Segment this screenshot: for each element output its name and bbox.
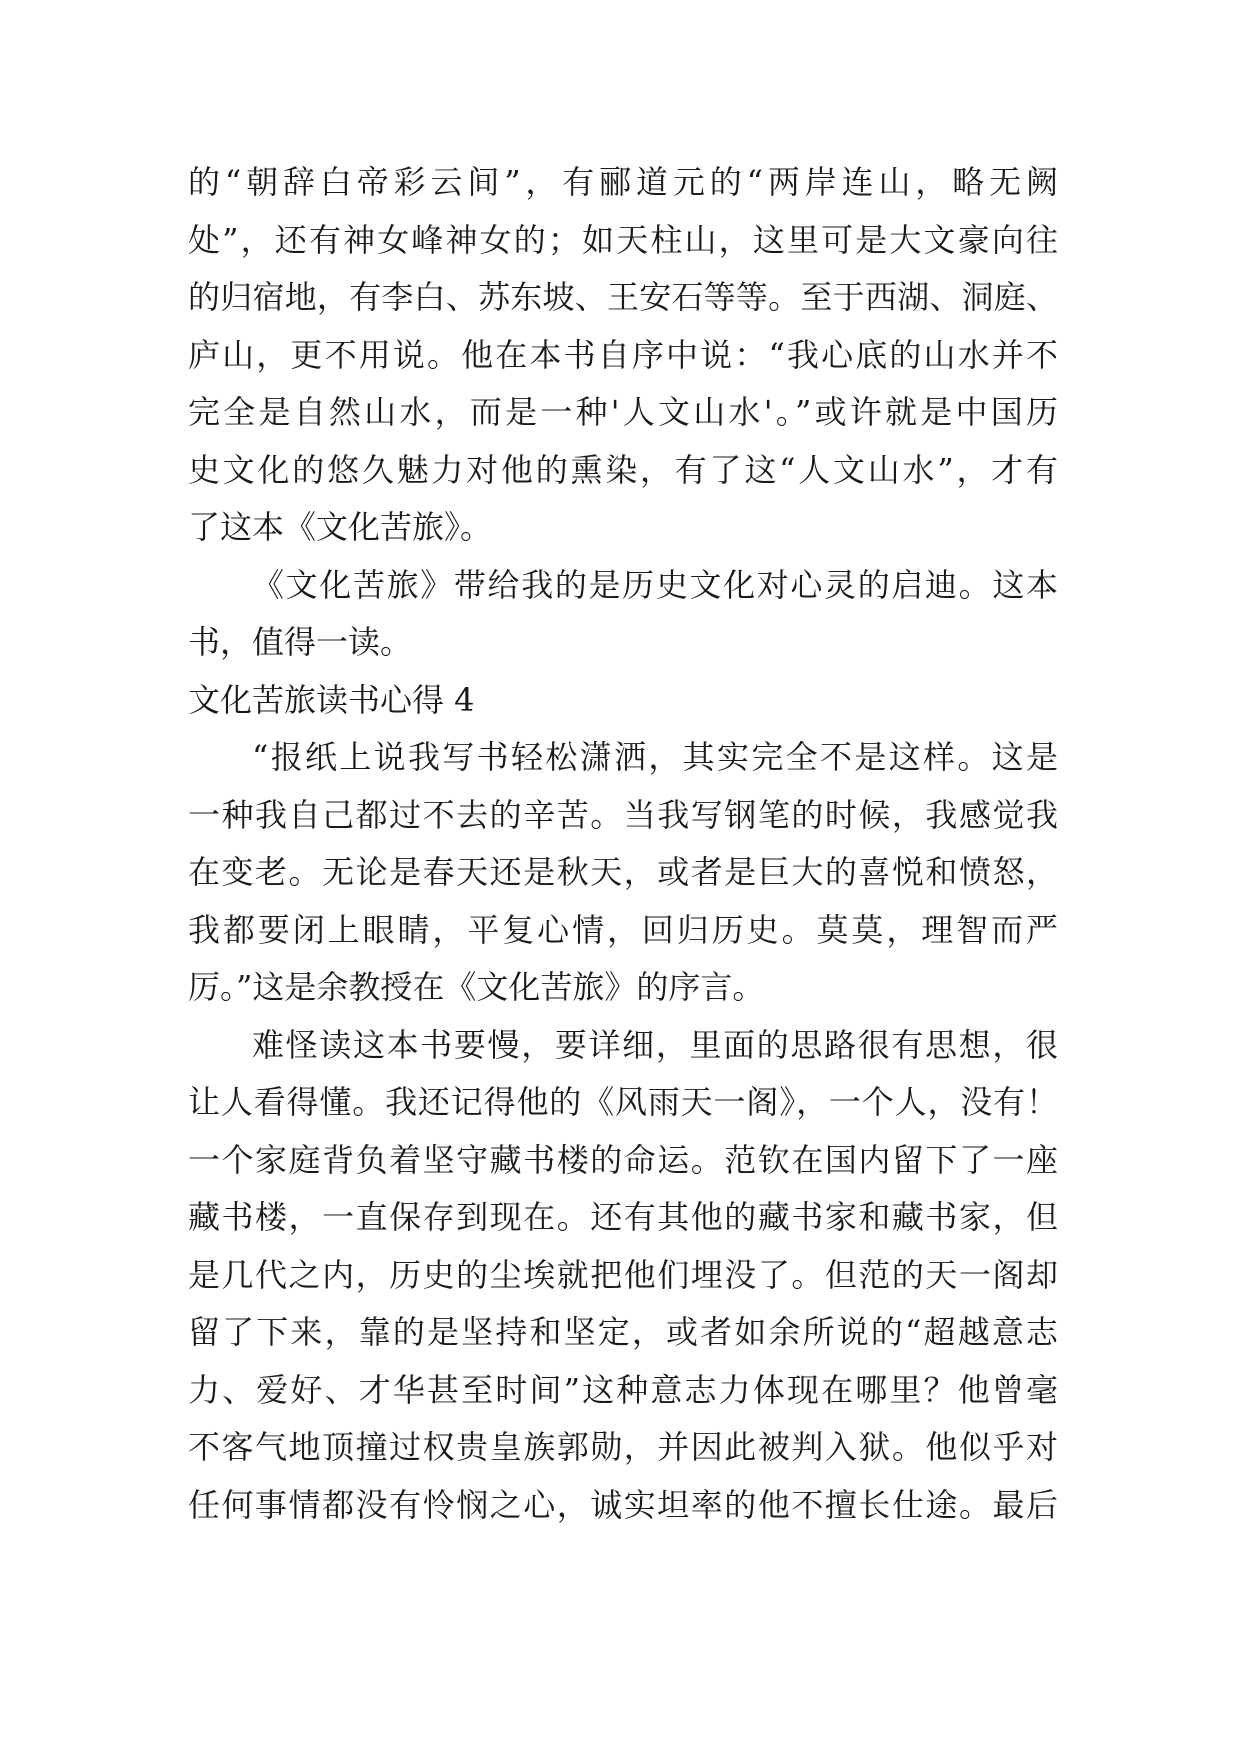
text-line: 在变老。无论是春天还是秋天，或者是巨大的喜悦和愤怒，: [188, 853, 1058, 891]
text-line: 庐山，更不用说。他在本书自序中说：“我心底的山水并不: [188, 335, 1058, 374]
text-line: 任何事情都没有怜悯之心，诚实坦率的他不擅长仕途。最后: [188, 1485, 1058, 1524]
text-line: 史文化的悠久魅力对他的熏染，有了这“人文山水”，才有: [188, 450, 1058, 489]
text-line: 留了下来，靠的是坚持和坚定，或者如余所说的“超越意志: [188, 1313, 1058, 1351]
paragraph-first-line: “报纸上说我写书轻松潇洒，其实完全不是这样。这是: [252, 738, 1058, 776]
text-line: 完全是自然山水，而是一种'人文山水'。”或许就是中国历: [188, 393, 1058, 431]
text-line: 一种我自己都过不去的辛苦。当我写钢笔的时候，我感觉我: [188, 795, 1058, 834]
text-line: 我都要闭上眼睛，平复心情，回归历史。莫莫，理智而严: [188, 910, 1058, 949]
text-line: 的“朝辞白帝彩云间”，有郦道元的“两岸连山，略无阙: [188, 163, 1058, 201]
text-line: 力、爱好、才华甚至时间”这种意志力体现在哪里？他曾毫: [188, 1370, 1058, 1409]
text-line: 藏书楼，一直保存到现在。还有其他的藏书家和藏书家，但: [188, 1198, 1058, 1236]
document-body: [188, 154, 1058, 1534]
text-line: 的归宿地，有李白、苏东坡、王安石等等。至于西湖、洞庭、: [188, 278, 1058, 316]
text-line: 不客气地顶撞过权贵皇族郭勋，并因此被判入狱。他似乎对: [188, 1428, 1058, 1466]
paragraph-first-line: 《文化苦旅》带给我的是历史文化对心灵的启迪。这本: [252, 565, 1058, 604]
text-line: 书，值得一读。: [188, 623, 413, 661]
text-line: 是几代之内，历史的尘埃就把他们埋没了。但范的天一阁却: [188, 1255, 1058, 1294]
text-line: 处”，还有神女峰神女的；如天柱山，这里可是大文豪向往: [188, 220, 1058, 259]
text-line: 厉。”这是余教授在《文化苦旅》的序言。: [188, 968, 765, 1006]
text-line: 了这本《文化苦旅》。: [188, 508, 493, 546]
text-line: 一个家庭背负着坚守藏书楼的命运。范钦在国内留下了一座: [188, 1140, 1058, 1179]
text-line: 让人看得懂。我还记得他的《风雨天一阁》，一个人，没有！: [188, 1083, 1058, 1121]
paragraph-first-line: 难怪读这本书要慢，要详细，里面的思路很有思想，很: [252, 1025, 1058, 1064]
section-heading: 文化苦旅读书心得 4: [188, 680, 475, 719]
